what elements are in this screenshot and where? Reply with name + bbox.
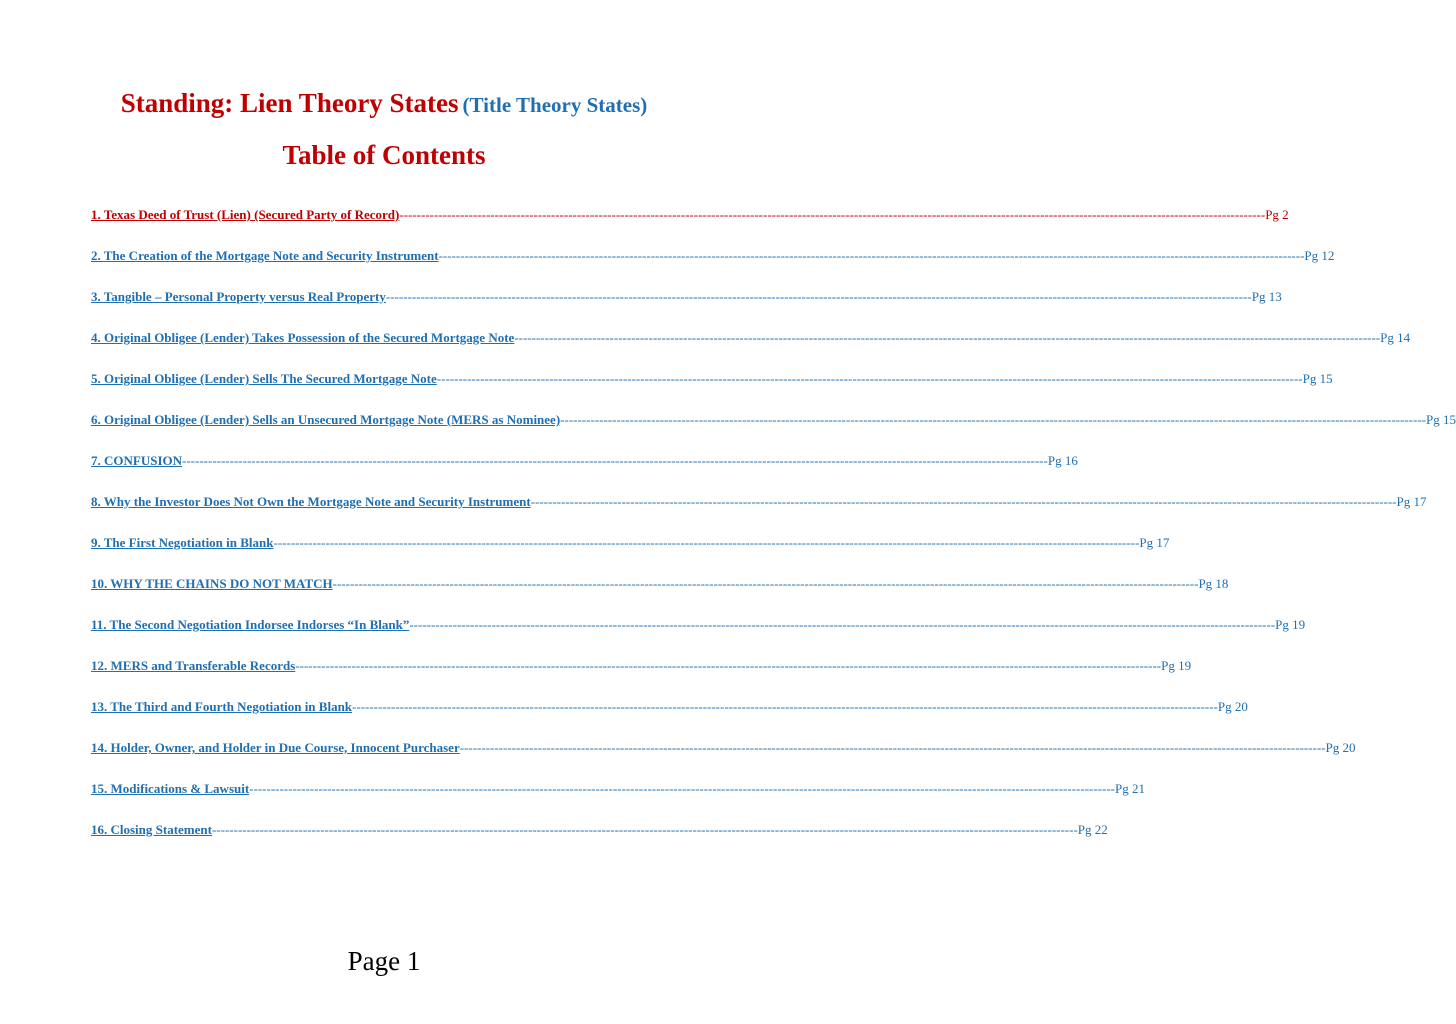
toc-entry[interactable] xyxy=(91,617,1306,658)
toc-entry-link[interactable]: 11. The Second Negotiation Indorsee Indorses “In Blank” xyxy=(91,617,410,632)
document-title xyxy=(0,88,768,119)
toc-dot-leader: -------------------------------------------------------------------------------------------------------------------------------------------------------------------------------------------------------- xyxy=(514,330,1381,345)
toc-dot-leader: -------------------------------------------------------------------------------------------------------------------------------------------------------------------------------------------------------- xyxy=(399,207,1266,222)
toc-entry-link[interactable]: 7. CONFUSION xyxy=(91,453,183,468)
toc-entry-link[interactable]: 16. Closing Statement xyxy=(91,822,212,837)
toc-page-number: Pg 12 xyxy=(1304,248,1335,263)
toc-entry[interactable] xyxy=(91,330,1411,371)
toc-dot-leader: -------------------------------------------------------------------------------------------------------------------------------------------------------------------------------------------------------- xyxy=(273,535,1140,550)
title-main: Standing: Lien Theory States xyxy=(120,88,459,118)
toc-page-number: Pg 14 xyxy=(1380,330,1411,345)
toc-entry-link[interactable]: 4. Original Obligee (Lender) Takes Possession of the Secured Mortgage Note xyxy=(91,330,515,345)
toc-entry-link[interactable]: 5. Original Obligee (Lender) Sells The Secured Mortgage Note xyxy=(91,371,437,386)
toc-page-number: Pg 17 xyxy=(1139,535,1170,550)
toc-entry[interactable] xyxy=(91,658,1192,699)
toc-dot-leader: -------------------------------------------------------------------------------------------------------------------------------------------------------------------------------------------------------- xyxy=(249,781,1115,796)
toc-entry[interactable] xyxy=(91,699,1248,740)
toc-entry[interactable] xyxy=(91,822,1108,863)
toc-dot-leader: -------------------------------------------------------------------------------------------------------------------------------------------------------------------------------------------------------- xyxy=(385,289,1252,304)
toc-entry[interactable] xyxy=(91,289,1282,330)
toc-dot-leader: -------------------------------------------------------------------------------------------------------------------------------------------------------------------------------------------------------- xyxy=(530,494,1397,509)
toc-entry-link[interactable]: 2. The Creation of the Mortgage Note and Security Instrument xyxy=(91,248,439,263)
toc-page-number: Pg 22 xyxy=(1077,822,1108,837)
toc-entry[interactable] xyxy=(91,412,1456,453)
table-of-contents xyxy=(91,207,1456,863)
toc-page-number: Pg 13 xyxy=(1251,289,1282,304)
toc-dot-leader: -------------------------------------------------------------------------------------------------------------------------------------------------------------------------------------------------------- xyxy=(459,740,1326,755)
toc-entry-link[interactable]: 13. The Third and Fourth Negotiation in Blank xyxy=(91,699,353,714)
page-number-footer: Page 1 xyxy=(347,946,421,976)
toc-page-number: Pg 17 xyxy=(1396,494,1427,509)
toc-dot-leader: -------------------------------------------------------------------------------------------------------------------------------------------------------------------------------------------------------- xyxy=(560,412,1426,427)
toc-dot-leader: -------------------------------------------------------------------------------------------------------------------------------------------------------------------------------------------------------- xyxy=(409,617,1276,632)
toc-entry-link[interactable]: 6. Original Obligee (Lender) Sells an Unsecured Mortgage Note (MERS as Nominee) xyxy=(91,412,561,427)
toc-entry[interactable] xyxy=(91,371,1333,412)
toc-page-number: Pg 19 xyxy=(1275,617,1306,632)
toc-dot-leader: -------------------------------------------------------------------------------------------------------------------------------------------------------------------------------------------------------- xyxy=(352,699,1218,714)
toc-dot-leader: -------------------------------------------------------------------------------------------------------------------------------------------------------------------------------------------------------- xyxy=(182,453,1048,468)
toc-page-number: Pg 20 xyxy=(1325,740,1356,755)
toc-entry-link[interactable]: 15. Modifications & Lawsuit xyxy=(91,781,250,796)
toc-dot-leader: -------------------------------------------------------------------------------------------------------------------------------------------------------------------------------------------------------- xyxy=(295,658,1162,673)
toc-page-number: Pg 21 xyxy=(1115,781,1145,796)
toc-page-number: Pg 15 xyxy=(1302,371,1333,386)
toc-entry[interactable] xyxy=(91,207,1289,248)
toc-dot-leader: -------------------------------------------------------------------------------------------------------------------------------------------------------------------------------------------------------- xyxy=(438,248,1305,263)
toc-entry-link[interactable]: 9. The First Negotiation in Blank xyxy=(91,535,274,550)
toc-page-number: Pg 16 xyxy=(1047,453,1078,468)
toc-entry[interactable] xyxy=(91,248,1335,289)
toc-entry[interactable] xyxy=(91,576,1229,617)
toc-page-number: Pg 2 xyxy=(1265,207,1289,222)
toc-dot-leader: -------------------------------------------------------------------------------------------------------------------------------------------------------------------------------------------------------- xyxy=(211,822,1078,837)
toc-entry-link[interactable]: 14. Holder, Owner, and Holder in Due Course, Innocent Purchaser xyxy=(91,740,460,755)
toc-page-number: Pg 19 xyxy=(1161,658,1192,673)
toc-dot-leader: -------------------------------------------------------------------------------------------------------------------------------------------------------------------------------------------------------- xyxy=(332,576,1199,591)
toc-entry-link[interactable]: 10. WHY THE CHAINS DO NOT MATCH xyxy=(91,576,333,591)
toc-entry[interactable] xyxy=(91,453,1078,494)
toc-entry-link[interactable]: 3. Tangible – Personal Property versus Real Property xyxy=(91,289,386,304)
toc-page-number: Pg 18 xyxy=(1198,576,1229,591)
toc-entry[interactable] xyxy=(91,740,1356,781)
toc-entry[interactable] xyxy=(91,535,1170,576)
toc-heading: Table of Contents xyxy=(282,140,486,170)
toc-entry-link[interactable]: 1. Texas Deed of Trust (Lien) (Secured Party of Record) xyxy=(91,207,400,222)
toc-entry[interactable] xyxy=(91,781,1145,822)
title-subtitle: (Title Theory States) xyxy=(462,93,648,117)
toc-page-number: Pg 20 xyxy=(1217,699,1248,714)
toc-entry-link[interactable]: 8. Why the Investor Does Not Own the Mortgage Note and Security Instrument xyxy=(91,494,531,509)
toc-dot-leader: -------------------------------------------------------------------------------------------------------------------------------------------------------------------------------------------------------- xyxy=(436,371,1303,386)
toc-entry-link[interactable]: 12. MERS and Transferable Records xyxy=(91,658,296,673)
toc-entry[interactable] xyxy=(91,494,1427,535)
toc-page-number: Pg 15 xyxy=(1425,412,1456,427)
